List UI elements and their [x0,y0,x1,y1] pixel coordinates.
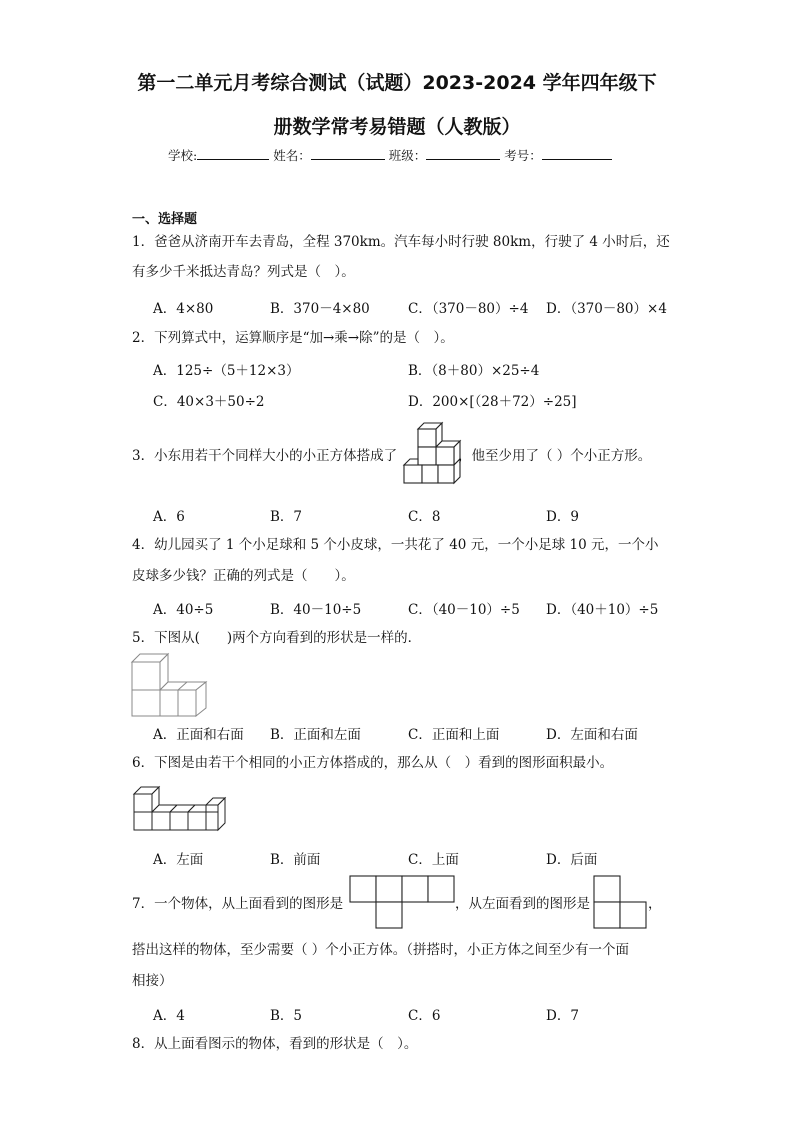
q2-option-d[interactable]: D．200×[（28＋72）÷25] [408,394,577,410]
q5-option-d[interactable]: D．左面和右面 [546,727,638,743]
question-7-line3: 相接） [132,973,173,989]
q1-option-d[interactable]: D．（370－80）×4 [546,301,667,317]
school-label: 学校: [168,148,198,163]
page-title-line2: 册数学常考易错题（人教版） [273,116,521,138]
question-4-line2: 皮球多少钱？正确的列式是（ ）。 [132,568,355,584]
q3-cube-stack-figure [404,423,460,489]
q4-option-d[interactable]: D．（40＋10）÷5 [546,602,659,618]
school-blank[interactable] [197,147,269,160]
question-5-line1: 5．下图从( )两个方向看到的形状是一样的． [132,630,422,646]
q4-option-b[interactable]: B．40－10÷5 [270,602,362,618]
question-1-line2: 有多少千米抵达青岛？列式是（ ）。 [132,264,355,280]
question-6-line1: 6．下图是由若干个相同的小正方体搭成的，那么从（ ）看到的图形面积最小。 [132,755,614,771]
q5-option-b[interactable]: B．正面和左面 [270,727,361,743]
q1-option-a[interactable]: A．4×80 [153,301,214,317]
q7-option-c[interactable]: C．6 [408,1008,441,1024]
q6-option-d[interactable]: D．后面 [546,852,598,868]
q7-option-d[interactable]: D．7 [546,1008,579,1024]
question-3-text-before: 3．小东用若干个同样大小的小正方体搭成了 [132,448,398,464]
question-8-line1: 8．从上面看图示的物体，看到的形状是（ ）。 [132,1036,418,1052]
question-4-line1: 4．幼儿园买了 1 个小足球和 5 个小皮球，一共花了 40 元，一个小足球 10 元，一个小 [132,537,659,553]
q3-option-c[interactable]: C．8 [408,509,441,525]
q6-option-c[interactable]: C．上面 [408,852,459,868]
q3-option-a[interactable]: A．6 [153,509,185,525]
q6-cube-figure [134,786,226,832]
question-1-line1: 1．爸爸从济南开车去青岛，全程 370km。汽车每小时行驶 80km，行驶了 4 小时后，还 [132,234,670,250]
q2-option-a[interactable]: A．125÷（5＋12×3） [153,363,300,379]
exam-number-blank[interactable] [542,147,612,160]
question-2-line1: 2．下列算式中，运算顺序是“加→乘→除”的是（ ）。 [132,330,454,346]
name-blank[interactable] [311,147,385,160]
q5-cube-figure [132,654,206,716]
q5-option-a[interactable]: A．正面和右面 [153,727,244,743]
q6-option-b[interactable]: B．前面 [270,852,321,868]
q1-option-c[interactable]: C．（370－80）÷4 [408,301,529,317]
question-7-text-after: ， [648,896,662,912]
q7-left-view-figure [594,876,648,930]
q2-option-c[interactable]: C．40×3＋50÷2 [153,394,265,410]
q4-option-c[interactable]: C．（40－10）÷5 [408,602,520,618]
class-label: 班级： [388,148,427,163]
q3-option-d[interactable]: D．9 [546,509,579,525]
student-info-row [168,146,612,164]
q1-option-b[interactable]: B．370－4×80 [270,301,370,317]
question-7-text-before: 7．一个物体，从上面看到的图形是 [132,896,344,912]
q4-option-a[interactable]: A．40÷5 [153,602,214,618]
section-title: 一、选择题 [132,212,198,227]
class-blank[interactable] [426,147,500,160]
name-label: 姓名： [273,148,311,163]
exam-number-label: 考号： [504,148,542,163]
q7-top-view-figure [350,876,454,928]
q7-option-a[interactable]: A．4 [153,1008,185,1024]
question-7-text-middle: ，从左面看到的图形是 [455,896,590,912]
page-title-line1: 第一二单元月考综合测试（试题）2023-2024 学年四年级下 [137,72,657,94]
q7-option-b[interactable]: B．5 [270,1008,303,1024]
question-7-line2: 搭出这样的物体，至少需要（ ）个小正方体。（拼搭时，小正方体之间至少有一个面 [132,942,630,958]
q6-option-a[interactable]: A．左面 [153,852,204,868]
q2-option-b[interactable]: B．（8＋80）×25÷4 [408,363,540,379]
q3-option-b[interactable]: B．7 [270,509,303,525]
q5-option-c[interactable]: C．正面和上面 [408,727,500,743]
question-3-text-after: ，他至少用了（ ）个小正方形。 [458,448,652,464]
